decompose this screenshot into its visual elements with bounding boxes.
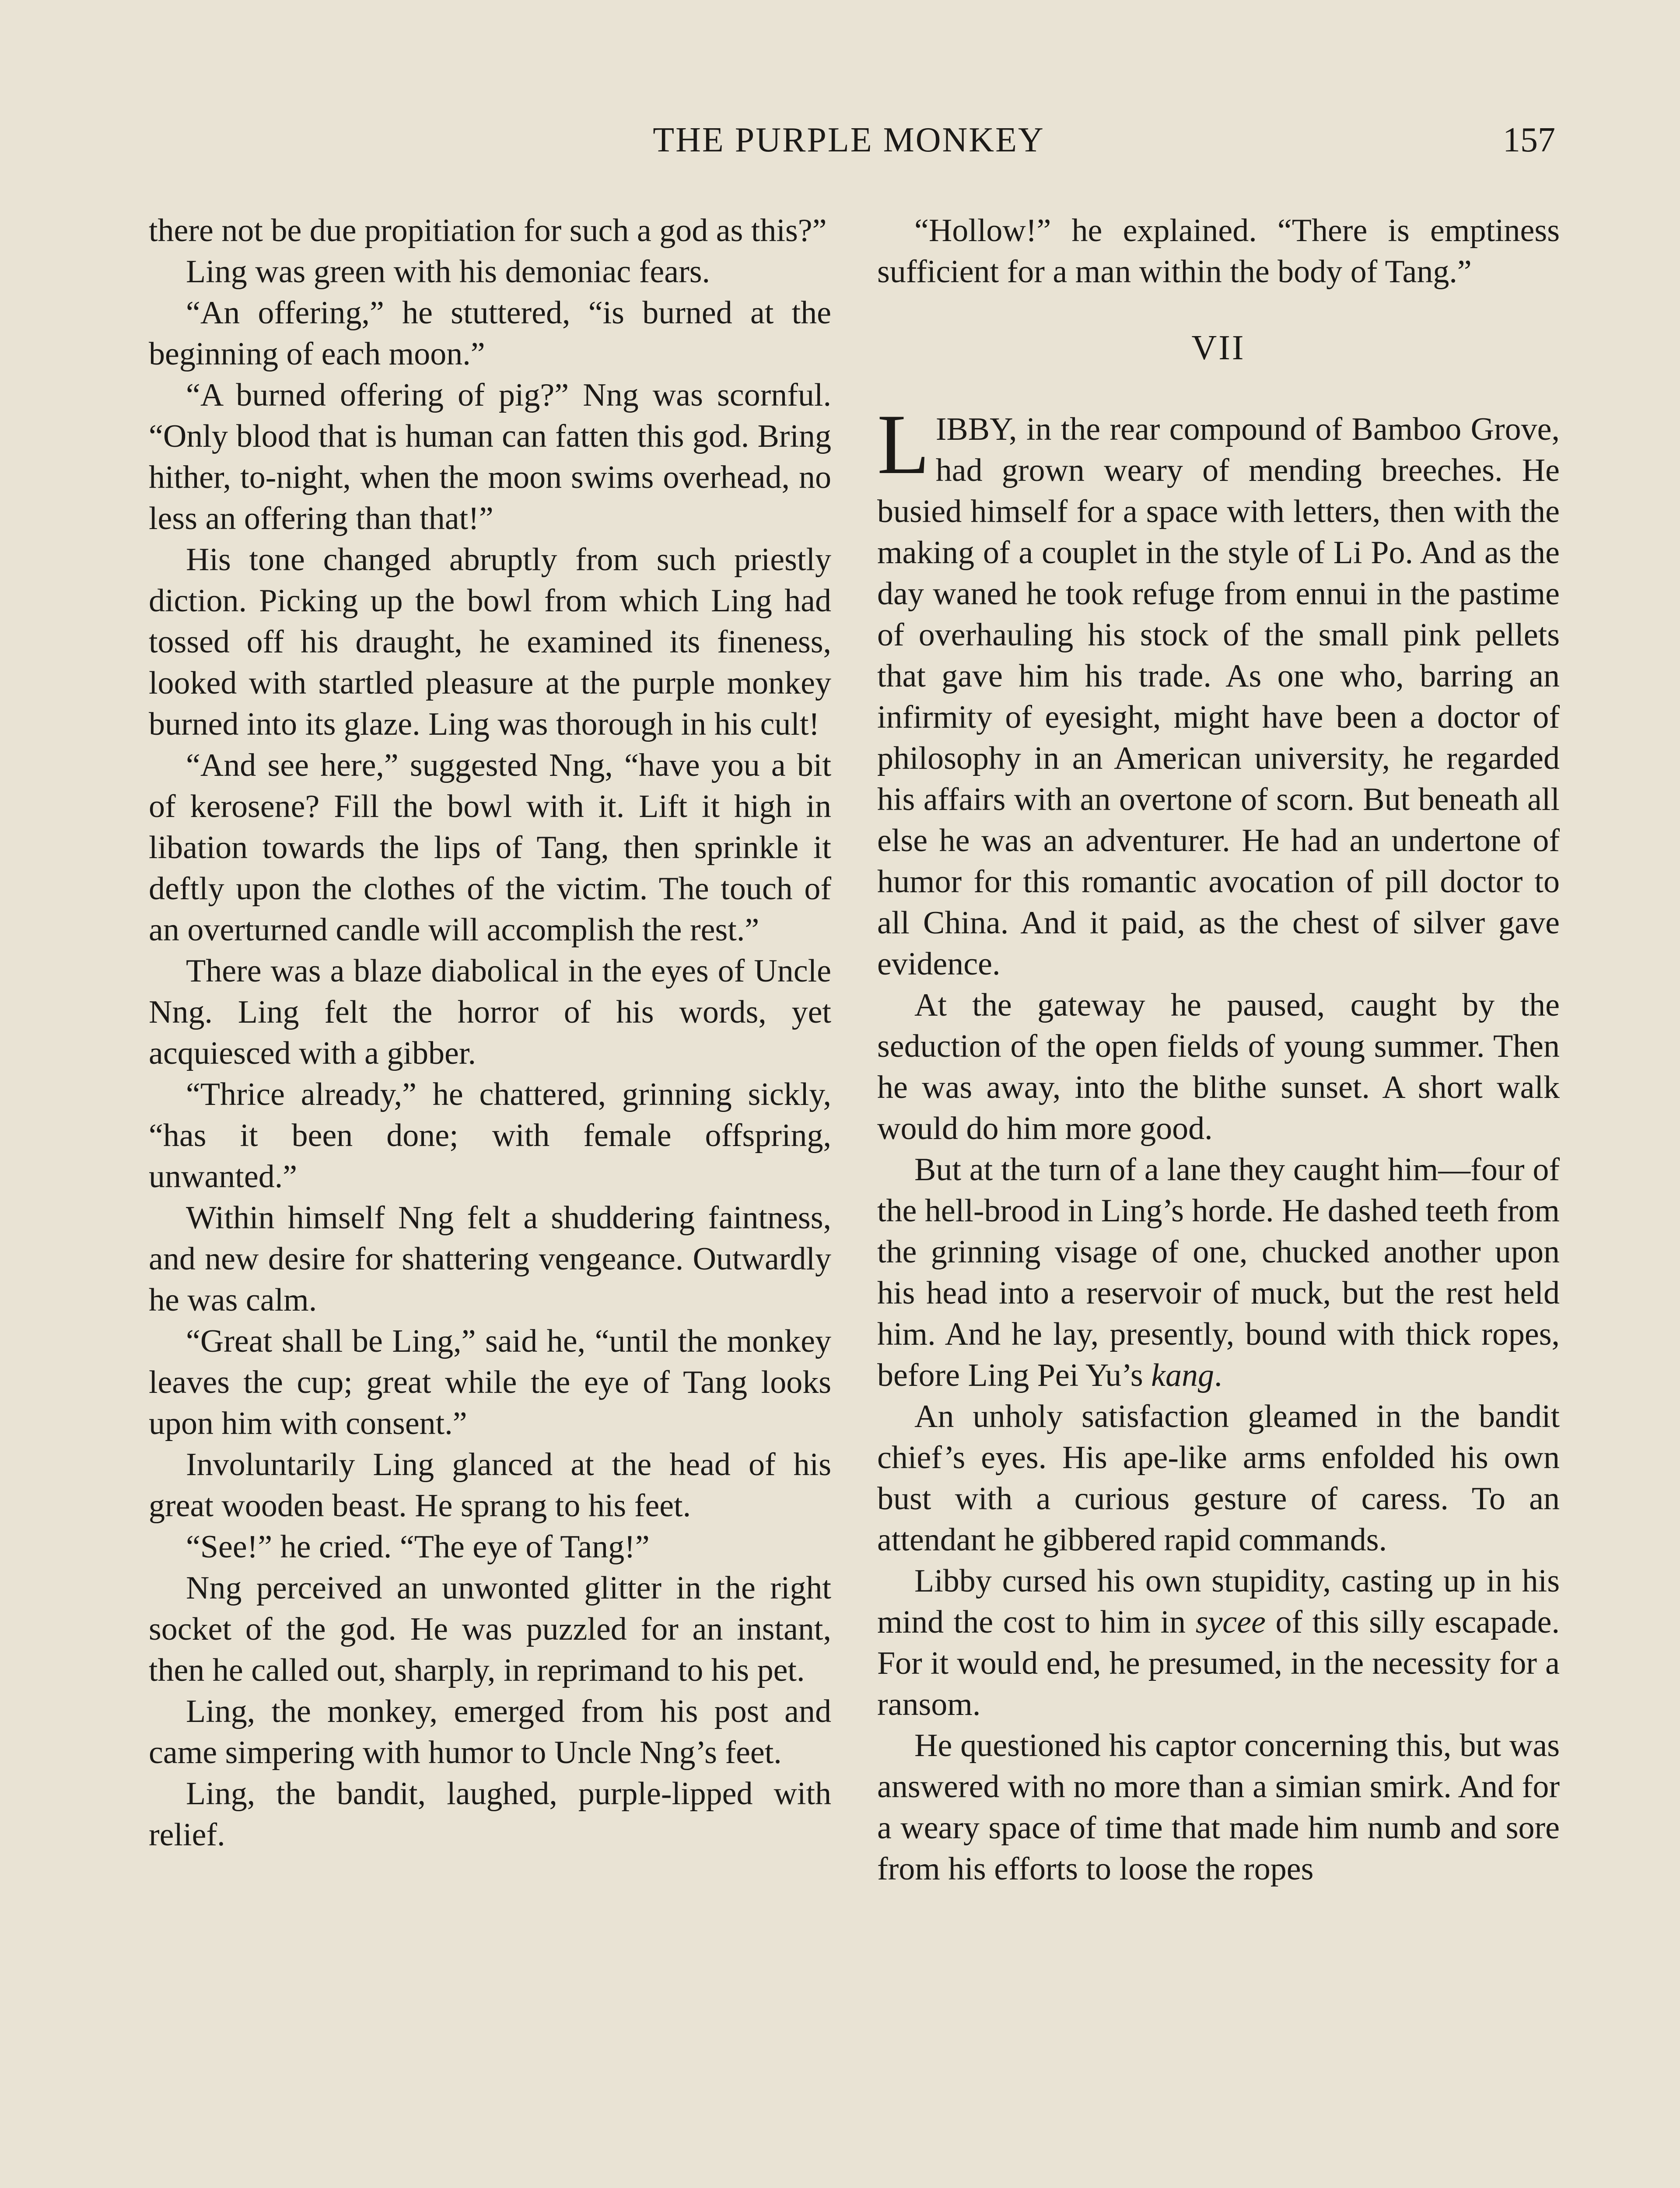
paragraph: Ling was green with his demoniac fears. [186,254,710,290]
paragraph [877,1560,1560,1725]
right-column [877,210,1560,1890]
paragraph: “See!” he cried. “The eye of Tang!” [186,1529,650,1565]
paragraph-text: Libby cursed his own stupidity, casting up in his mind the cost to him in [877,1563,1560,1640]
left-column [149,210,831,1855]
paragraph: Within himself Nng felt a shuddering faintness, and new desire for shattering vengeance. Outwardly he was calm. [149,1200,831,1318]
paragraph: there not be due propitiation for such a god as this?” [149,213,827,249]
paragraph: His tone changed abruptly from such priestly diction. Picking up the bowl from which Ling had tossed off his draught, he examined its fineness, looked with startled pleasure at the purple monkey burned into its glaze. Ling was thorough in his cult! [149,542,831,742]
paragraph: Ling, the bandit, laughed, purple-lipped with relief. [149,1776,831,1853]
paragraph: Involuntarily Ling glanced at the head of his great wooden beast. He sprang to his feet. [149,1447,831,1524]
paragraph: “Thrice already,” he chattered, grinning sickly, “has it been done; with female offspring, unwanted.” [149,1076,831,1195]
paragraph-text: But at the turn of a lane they caught him—four of the hell-brood in Ling’s horde. He dashed teeth from the grinning visage of one, chucked another upon his head into a reservoir of muck, but the rest held him. And he lay, presently, bound with thick ropes, before Ling Pei Yu’s [877,1152,1560,1393]
opening-paragraph-text: IBBY, in the rear compound of Bamboo Grove, had grown weary of mending breeches. He busied himself for a space with letters, then with the making of a couplet in the style of Li Po. And as the day waned he took refuge from ennui in the pastime of overhauling his stock of the small pink pellets that gave him his trade. As one who, barring an infirmity of eyesight, might have been a doctor of philosophy in an American university, he regarded his affairs with an overtone of scorn. But beneath all else he was an adventurer. He had an undertone of humor for this romantic avocation of pill doctor to all China. And it paid, as the chest of silver gave evidence. [877,411,1560,982]
section-heading: VII [1191,329,1246,367]
paragraph: At the gateway he paused, caught by the seduction of the open fields of young summer. Then he was away, into the blithe sunset. A short walk would do him more good. [877,987,1560,1147]
paragraph-text: . [1214,1357,1222,1393]
paragraph: “And see here,” suggested Nng, “have you a bit of kerosene? Fill the bowl with it. Lift it high in libation towards the lips of Tang, then sprinkle it deftly upon the clothes of the victim. The touch of an overturned candle will accomplish the rest.” [149,747,831,948]
italic-word: sycee [1195,1604,1266,1640]
paragraph: “An offering,” he stuttered, “is burned at the beginning of each moon.” [149,295,831,372]
opening-paragraph [877,397,1560,985]
paragraph: Ling, the monkey, emerged from his post and came simpering with humor to Uncle Nng’s feet. [149,1694,831,1771]
paragraph: He questioned his captor concerning this, but was answered with no more than a simian smirk. And for a weary space of time that made him numb and sore from his efforts to loose the ropes [877,1728,1560,1887]
paragraph: “Great shall be Ling,” said he, “until the monkey leaves the cup; great while the eye of Tang looks upon him with consent.” [149,1323,831,1441]
italic-word: kang [1151,1357,1214,1393]
page-number: 157 [1503,121,1555,159]
paragraph: There was a blaze diabolical in the eyes of Uncle Nng. Ling felt the horror of his words, yet acquiesced with a gibber. [149,953,831,1071]
paragraph: “Hollow!” he explained. “There is emptiness sufficient for a man within the body of Tang.” [877,213,1560,290]
drop-cap: L [877,397,930,492]
paragraph [877,1149,1560,1396]
paragraph: “A burned offering of pig?” Nng was scornful. “Only blood that is human can fatten this god. Bring hither, to-night, when the moon swims overhead, no less an offering than that!” [149,377,831,536]
paragraph: An unholy satisfaction gleamed in the bandit chief’s eyes. His ape-like arms enfolded his own bust with a curious gesture of caress. To an attendant he gibbered rapid commands. [877,1399,1560,1558]
paragraph-text: of this silly escapade. For it would end, he presumed, in the necessity for a ransom. [877,1604,1560,1722]
paragraph: Nng perceived an unwonted glitter in the right socket of the god. He was puzzled for an instant, then he called out, sharply, in reprimand to his pet. [149,1570,831,1688]
running-title: THE PURPLE MONKEY [653,121,1045,159]
